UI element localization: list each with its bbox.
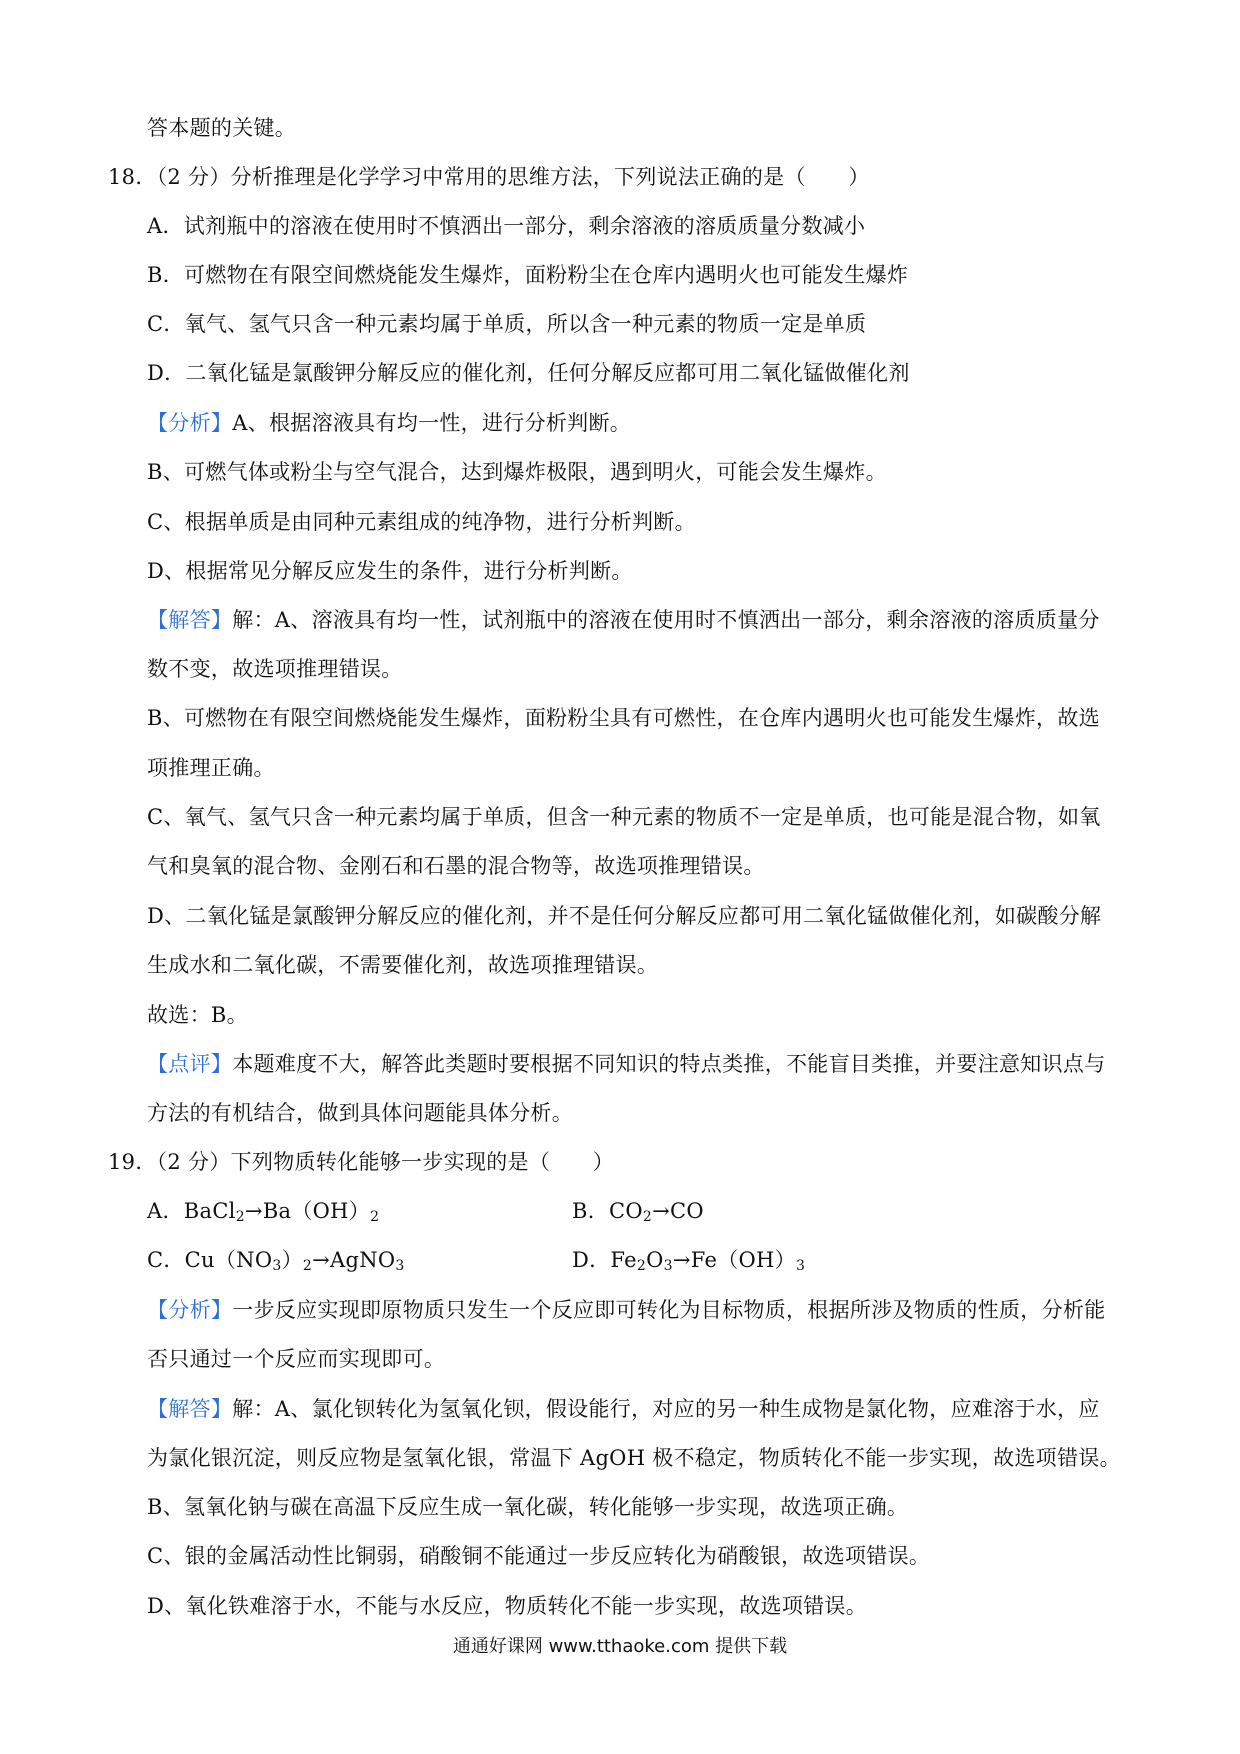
analysis-tag: 【分析】 [147,1298,233,1322]
q19-option-c-sub: 3 [395,1258,405,1274]
intro-tail: 答本题的关键。 [147,116,297,140]
q19-option-c [147,1246,405,1274]
q18-answer-line-6: 气和臭氧的混合物、金刚石和石墨的混合物等，故选项推理错误。 [147,854,765,878]
q18-analysis-line-3: C、根据单质是由同种元素组成的纯净物，进行分析判断。 [147,510,696,534]
q19-option-c-sub: 2 [302,1258,313,1274]
q18-comment-line-1 [147,1050,1106,1078]
q18-answer-line-4: 项推理正确。 [147,756,275,780]
q19-option-b-part: →CO [652,1199,704,1223]
q19-option-a-part: A．BaCl [147,1199,236,1223]
q19-answer-line-1 [147,1395,1100,1423]
q19-option-d-sub: 2 [636,1258,647,1274]
q18-answer-line-1 [147,606,1100,634]
q19-answer-line-2: 为氯化银沉淀，则反应物是氢氧化银，常温下 AgOH 极不稳定，物质转化不能一步实现，故选项错误。 [147,1446,1121,1470]
q18-answer-line-9: 故选：B。 [147,1003,248,1027]
comment-tag: 【点评】 [147,1052,233,1076]
q19-option-c-part: C．Cu（NO [147,1248,273,1272]
q18-analysis-line-2: B、可燃气体或粉尘与空气混合，达到爆炸极限，遇到明火，可能会发生爆炸。 [147,460,887,484]
q19-stem: 19．（2 分）下列物质转化能够一步实现的是（ ） [108,1150,615,1174]
q18-answer-line-2: 数不变，故选项推理错误。 [147,657,403,681]
q19-option-b-sub: 2 [642,1209,653,1225]
q18-option-d: D．二氧化锰是氯酸钾分解反应的催化剂，任何分解反应都可用二氧化锰做催化剂 [147,361,910,385]
q18-answer-line-3: B、可燃物在有限空间燃烧能发生爆炸，面粉粉尘具有可燃性，在仓库内遇明火也可能发生爆炸，故选 [147,706,1100,730]
q18-analysis-text-1: A、根据溶液具有均一性，进行分析判断。 [232,411,632,435]
q19-option-d-sub: 3 [663,1258,673,1274]
q19-option-b [572,1197,704,1225]
q18-comment-text-1: 本题难度不大，解答此类题时要根据不同知识的特点类推，不能盲目类推，并要注意知识点与 [232,1052,1106,1076]
answer-tag: 【解答】 [147,1397,233,1421]
q18-option-c: C．氧气、氢气只含一种元素均属于单质，所以含一种元素的物质一定是单质 [147,312,867,336]
q18-option-b: B．可燃物在有限空间燃烧能发生爆炸，面粉粉尘在仓库内遇明火也可能发生爆炸 [147,263,909,287]
q18-answer-line-8: 生成水和二氧化碳，不需要催化剂，故选项推理错误。 [147,953,659,977]
q19-answer-line-5: D、氧化铁难溶于水，不能与水反应，物质转化不能一步实现，故选项错误。 [147,1594,868,1618]
q18-comment-line-2: 方法的有机结合，做到具体问题能具体分析。 [147,1101,573,1125]
q19-option-d [572,1246,805,1274]
q19-option-d-part: →Fe（OH） [672,1248,796,1272]
answer-tag: 【解答】 [147,608,233,632]
page-footer: 通通好课网 www.tthaoke.com 提供下载 [452,1636,788,1657]
q19-option-b-part: B．CO [572,1199,643,1223]
q18-option-a: A．试剂瓶中的溶液在使用时不慎洒出一部分，剩余溶液的溶质质量分数减小 [147,214,866,238]
q19-option-a-sub: 2 [235,1209,245,1225]
q19-option-c-part: →AgNO [312,1248,396,1272]
q19-option-a-sub: 2 [370,1209,380,1225]
q18-stem: 18．（2 分）分析推理是化学学习中常用的思维方法，下列说法正确的是（ ） [108,165,870,189]
q19-option-d-part: O [646,1248,664,1272]
q18-analysis-line-4: D、根据常见分解反应发生的条件，进行分析判断。 [147,559,633,583]
q19-option-a-part: →Ba（OH） [244,1199,371,1223]
q19-option-d-sub: 3 [795,1258,806,1274]
q19-option-c-part: ） [281,1248,303,1272]
q19-answer-line-3: B、氢氧化钠与碳在高温下反应生成一氧化碳，转化能够一步实现，故选项正确。 [147,1495,909,1519]
q19-answer-line-4: C、银的金属活动性比铜弱，硝酸铜不能通过一步反应转化为硝酸银，故选项错误。 [147,1544,931,1568]
q19-analysis-text-1: 一步反应实现即原物质只发生一个反应即可转化为目标物质，根据所涉及物质的性质，分析能 [232,1298,1106,1322]
q19-analysis-line-2: 否只通过一个反应而实现即可。 [147,1347,446,1371]
analysis-tag: 【分析】 [147,411,233,435]
q18-answer-text-1: 解：A、溶液具有均一性，试剂瓶中的溶液在使用时不慎洒出一部分，剩余溶液的溶质质量分 [232,608,1100,632]
q18-answer-line-5: C、氧气、氢气只含一种元素均属于单质，但含一种元素的物质不一定是单质，也可能是混合物，如氧 [147,805,1101,829]
q18-analysis-line-1 [147,409,631,437]
q19-option-a [147,1197,379,1225]
q19-answer-text-1: 解：A、氯化钡转化为氢氧化钡，假设能行，对应的另一种生成物是氯化物，应难溶于水，应 [232,1397,1100,1421]
q19-option-c-sub: 3 [272,1258,282,1274]
q18-answer-line-7: D、二氧化锰是氯酸钾分解反应的催化剂，并不是任何分解反应都可用二氧化锰做催化剂，如碳酸分解 [147,904,1102,928]
q19-option-d-part: D．Fe [572,1248,637,1272]
q19-analysis-line-1 [147,1296,1106,1324]
